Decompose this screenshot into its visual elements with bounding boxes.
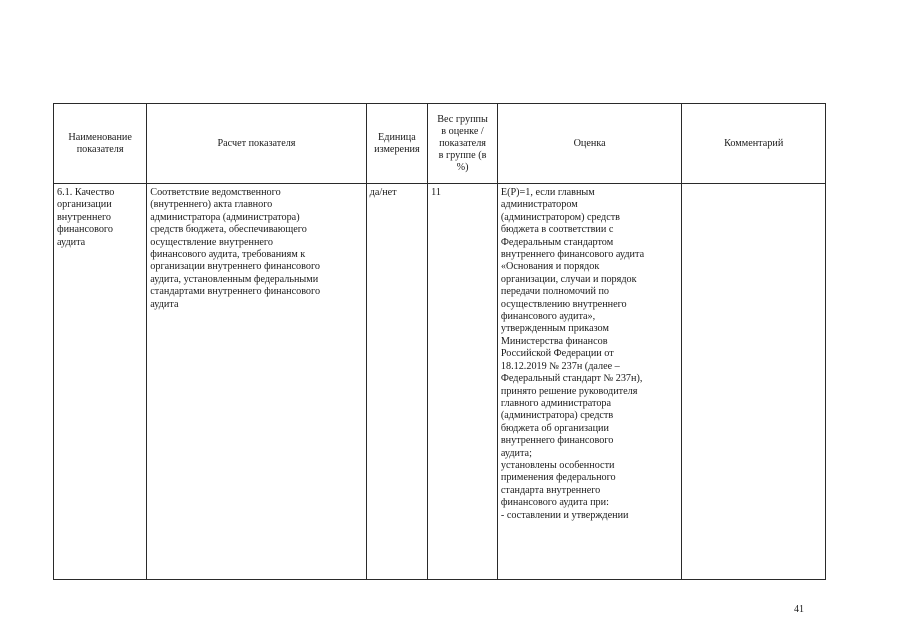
header-calculation: Расчет показателя: [147, 104, 366, 184]
cell-calculation: Соответствие ведомственного (внутреннего) акта главного администратора (администратора) средств бюджета, обеспечивающего осуществление внутреннего финансового аудита, требованиям к организации внутреннего финансового аудита, установленным федеральными стандартами внутреннего финансового аудита: [147, 184, 366, 580]
table-header-row: [54, 104, 826, 184]
header-comment: Комментарий: [682, 104, 826, 184]
indicator-table: [53, 103, 826, 580]
header-indicator-name: Наименование показателя: [54, 104, 147, 184]
cell-indicator-name: 6.1. Качество организации внутреннего финансового аудита: [54, 184, 147, 580]
table-row: [54, 184, 826, 580]
cell-weight: 11: [428, 184, 498, 580]
header-evaluation: Оценка: [497, 104, 682, 184]
cell-evaluation: E(P)=1, если главным администратором (администратором) средств бюджета в соответствии с Федеральным стандартом внутреннего финансового аудита «Основания и порядок организации, случаи и порядок передачи полномочий по осуществлению внутреннего финансового аудита», утвержденным приказом Министерства финансов Российской Федерации от 18.12.2019 № 237н (далее – Федеральный стандарт № 237н), принято решение руководителя главного администратора (администратора) средств бюджета об организации внутреннего финансового аудита; установлены особенности применения федерального стандарта внутреннего финансового аудита при: - составлении и утверждении: [497, 184, 682, 580]
cell-unit: да/нет: [366, 184, 428, 580]
page-number: 41: [794, 604, 804, 615]
header-weight: Вес группы в оценке / показателя в группе (в %): [428, 104, 498, 184]
cell-comment: [682, 184, 826, 580]
header-unit: Единица измерения: [366, 104, 428, 184]
